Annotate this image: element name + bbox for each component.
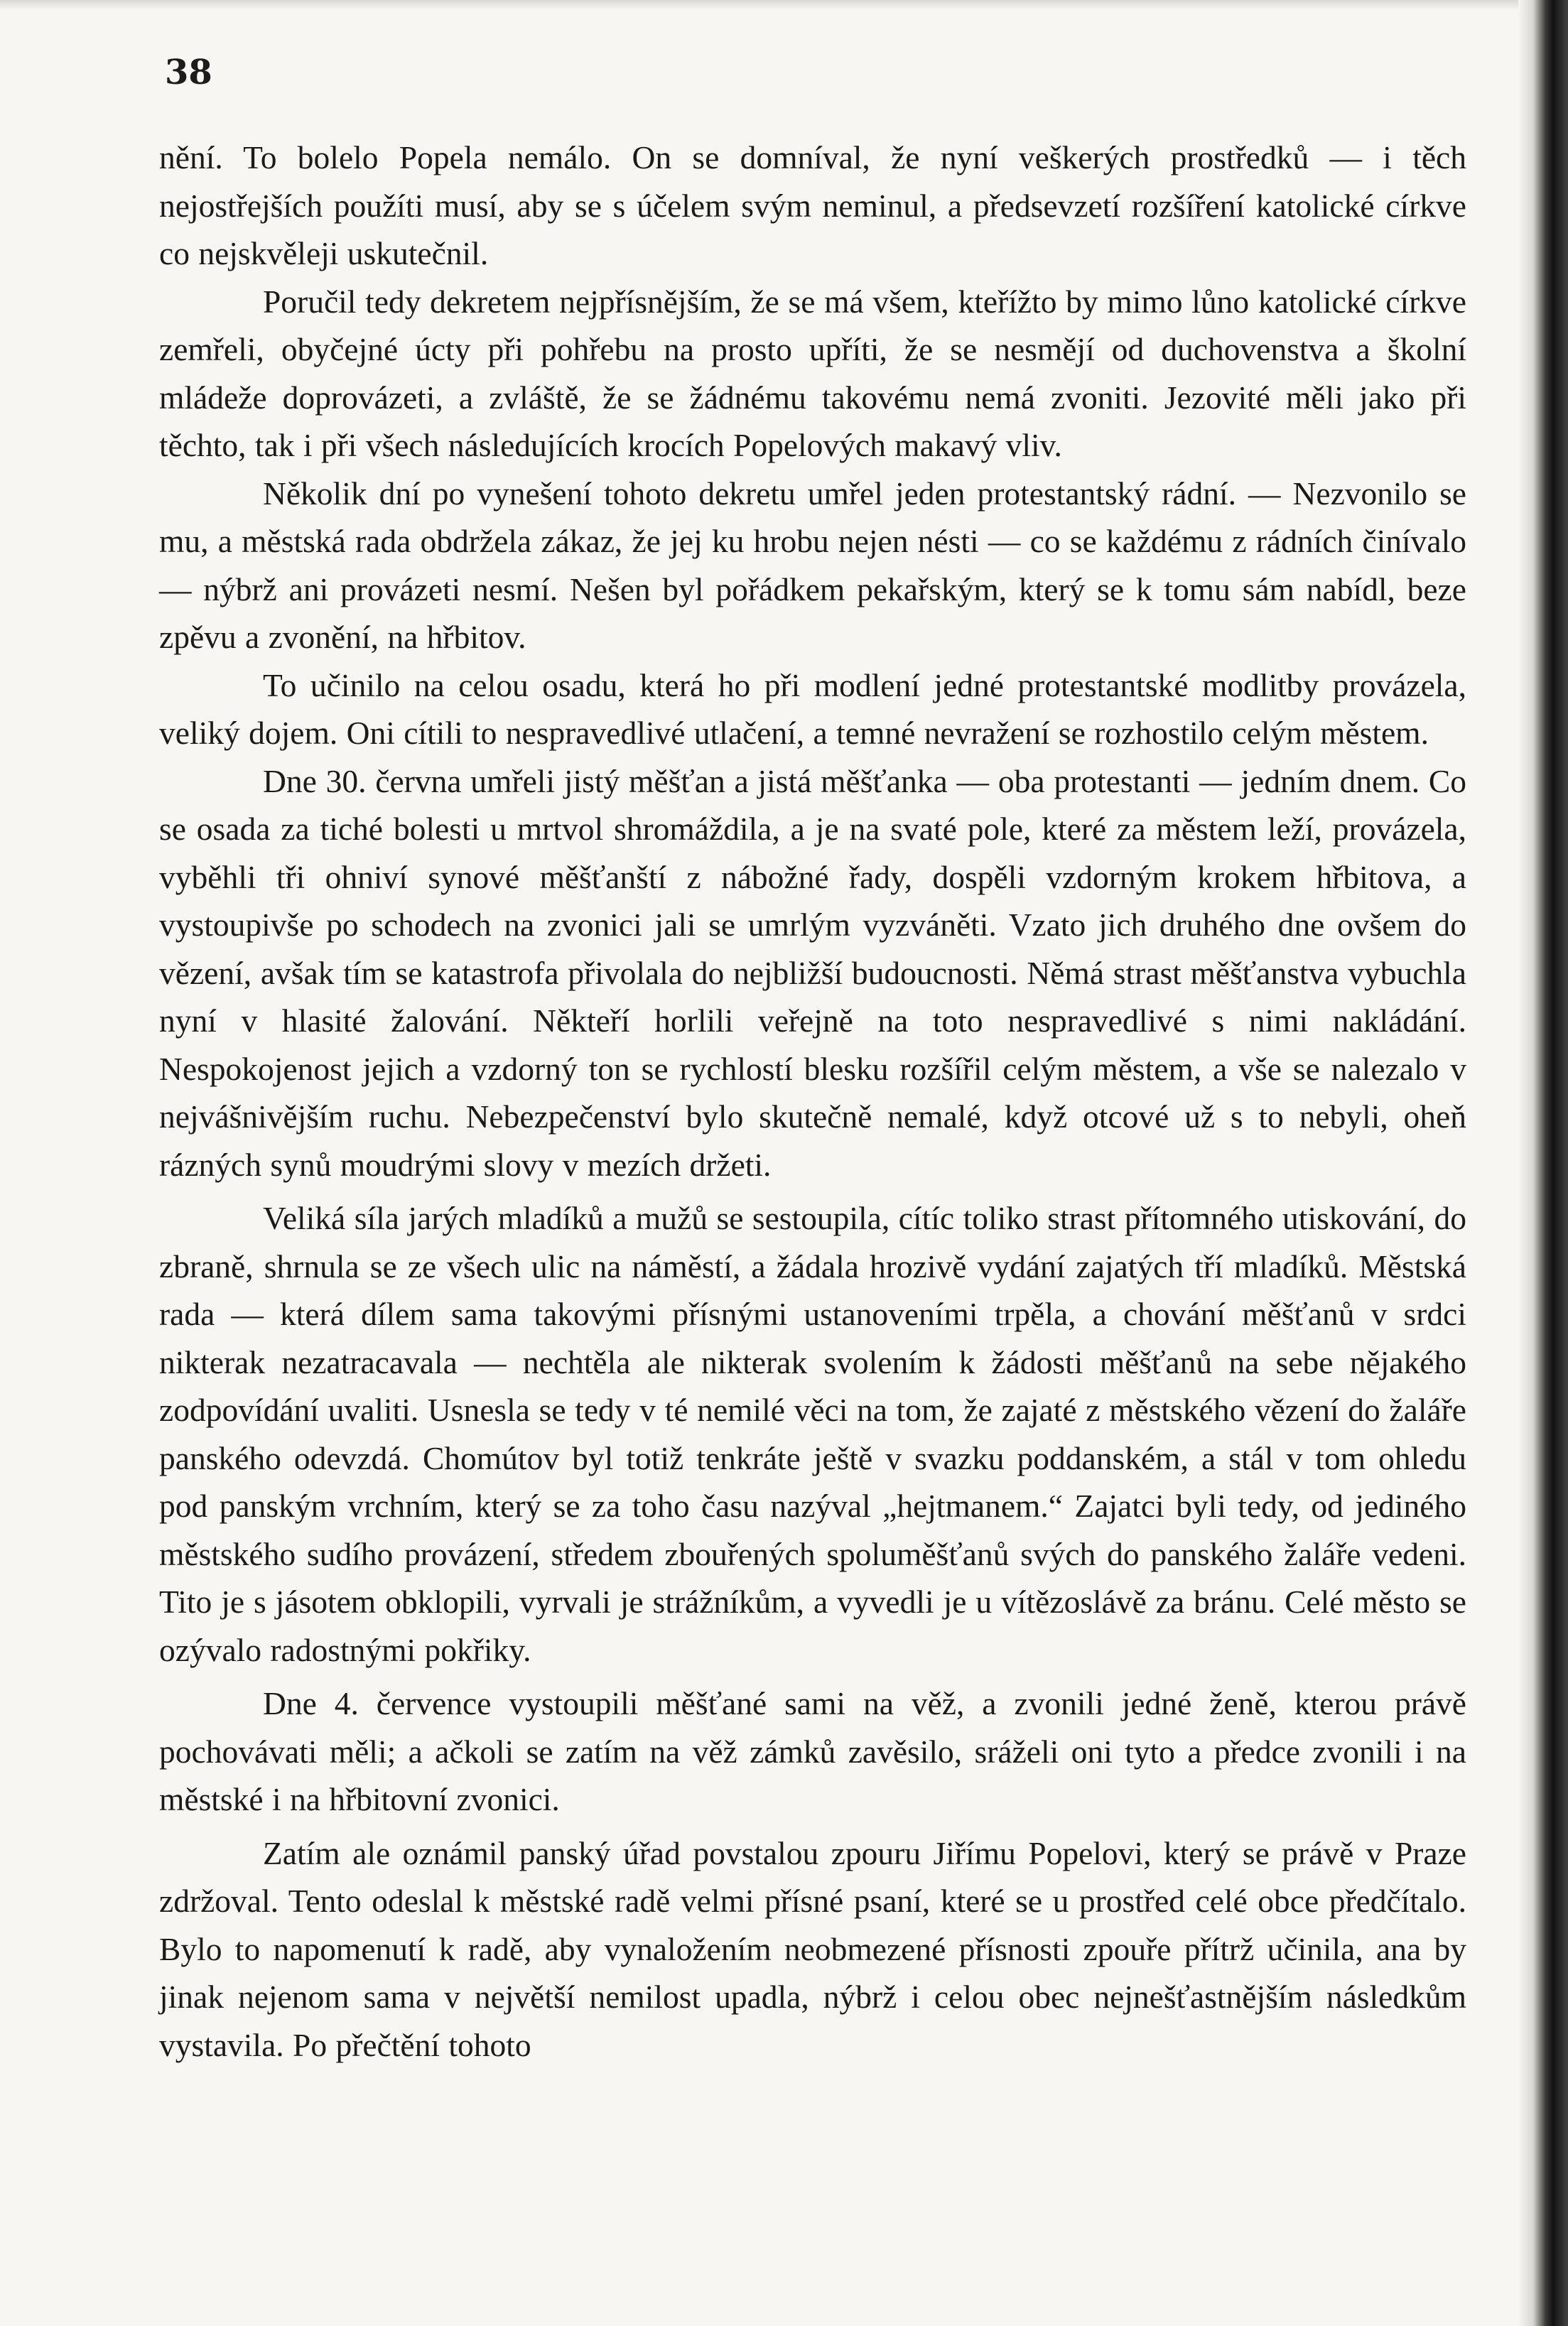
paragraph: Poručil tedy dekretem nejpřísnějším, že se má všem, kteřížto by mimo lůno katolické církve zemřeli, obyčejné úcty při pohřebu na prosto upříti, že se nesmějí od duchovenstva a školní mládeže doprovázeti, a zvláště, že se žádnému takovému nemá zvoniti. Jezovité měli jako při těchto, tak i při všech následujících krocích Popelových makavý vliv.: [159, 283, 1466, 463]
page-binding-shadow: [1518, 0, 1568, 2326]
body-text: [159, 134, 1466, 2069]
paragraph: To učinilo na celou osadu, která ho při modlení jedné protestantské modlitby provázela, veliký dojem. Oni cítili to nespravedlivé utlačení, a temné nevražení se rozhostilo celým městem.: [159, 666, 1466, 751]
page-number: 38: [165, 53, 212, 92]
paragraph: Zatím ale oznámil panský úřad povstalou zpouru Jiřímu Popelovi, který se právě v Praze zdržoval. Tento odeslal k městské radě velmi přísné psaní, které se u prostřed celé obce předčítalo. Bylo to napomenutí k radě, aby vynaložením neobmezené přísnosti zpouře přítrž učinila, ana by jinak nejenom sama v největší nemilost upadla, nýbrž i celou obec nejnešťastnějším následkům vystavila. Po přečtění tohoto: [159, 1834, 1466, 2063]
paragraph: nění. To bolelo Popela nemálo. On se domníval, že nyní veškerých prostředků — i těch nejostřejších použíti musí, aby se s účelem svým neminul, a předsevzetí rozšíření katolické církve co nejskvěleji uskutečnil.: [159, 139, 1466, 271]
paragraph: Dne 4. července vystoupili měšťané sami na věž, a zvonili jedné ženě, kterou právě pochovávati měli; a ačkoli se zatím na věž zámků zavěsilo, sráželi oni tyto a předce zvonili i na městské i na hřbitovní zvonici.: [159, 1685, 1466, 1817]
paragraph: Dne 30. června umřeli jistý měšťan a jistá měšťanka — oba protestanti — jedním dnem. Co se osada za tiché bolesti u mrtvol shromáždila, a je na svaté pole, které za městem leží, provázela, vyběhli tři ohniví synové měšťanští z nábožné řady, dospěli vzdorným krokem hřbitova, a vystoupivše po schodech na zvonici jali se umrlým vyzváněti. Vzato jich druhého dne ovšem do vězení, avšak tím se katastrofa přivolala do nejbližší budoucnosti. Němá strast měšťanstva vybuchla nyní v hlasité žalování. Někteří horlili veřejně na toto nespravedlivé s nimi nakládání. Nespokojenost jejich a vzdorný ton se rychlostí blesku rozšířil celým městem, a vše se nalezalo v nejvášnivějším ruchu. Nebezpečenství bylo skutečně nemalé, když otcové už s to nebyli, oheň rázných synů moudrými slovy v mezích držeti.: [159, 762, 1466, 1183]
paragraph: Veliká síla jarých mladíků a mužů se sestoupila, cítíc toliko strast přítomného utiskování, do zbraně, shrnula se ze všech ulic na náměstí, a žádala hrozivě vydání zajatých tří mladíků. Městská rada — která dílem sama takovými přísnými ustanoveními trpěla, a chování měšťanů v srdci nikterak nezatracavala — nechtěla ale nikterak svolením k žádosti měšťanů na sebe nějakého zodpovídání uvaliti. Usnesla se tedy v té nemilé věci na tom, že zajaté z městského vězení do žaláře panského odevzdá. Chomútov byl totiž tenkráte ještě v svazku poddanském, a stál v tom ohledu pod panským vrchním, který se za toho času nazýval „hejtmanem.“ Zajatci byli tedy, od jediného městského sudího provázení, středem zbouřených spoluměšťanů svých do panského žaláře vedeni. Tito je s jásotem obklopili, vyrvali je strážníkům, a vyvedli je u vítězoslávě za bránu. Celé město se ozývalo radostnými pokřiky.: [159, 1200, 1466, 1668]
paragraph: Několik dní po vynešení tohoto dekretu umřel jeden protestantský rádní. — Nezvonilo se mu, a městská rada obdržela zákaz, že jej ku hrobu nejen nésti — co se každému z rádních činívalo — nýbrž ani provázeti nesmí. Nešen byl pořádkem pekařským, který se k tomu sám nabídl, beze zpěvu a zvonění, na hřbitov.: [159, 475, 1466, 655]
page-top-edge: [0, 0, 1568, 10]
